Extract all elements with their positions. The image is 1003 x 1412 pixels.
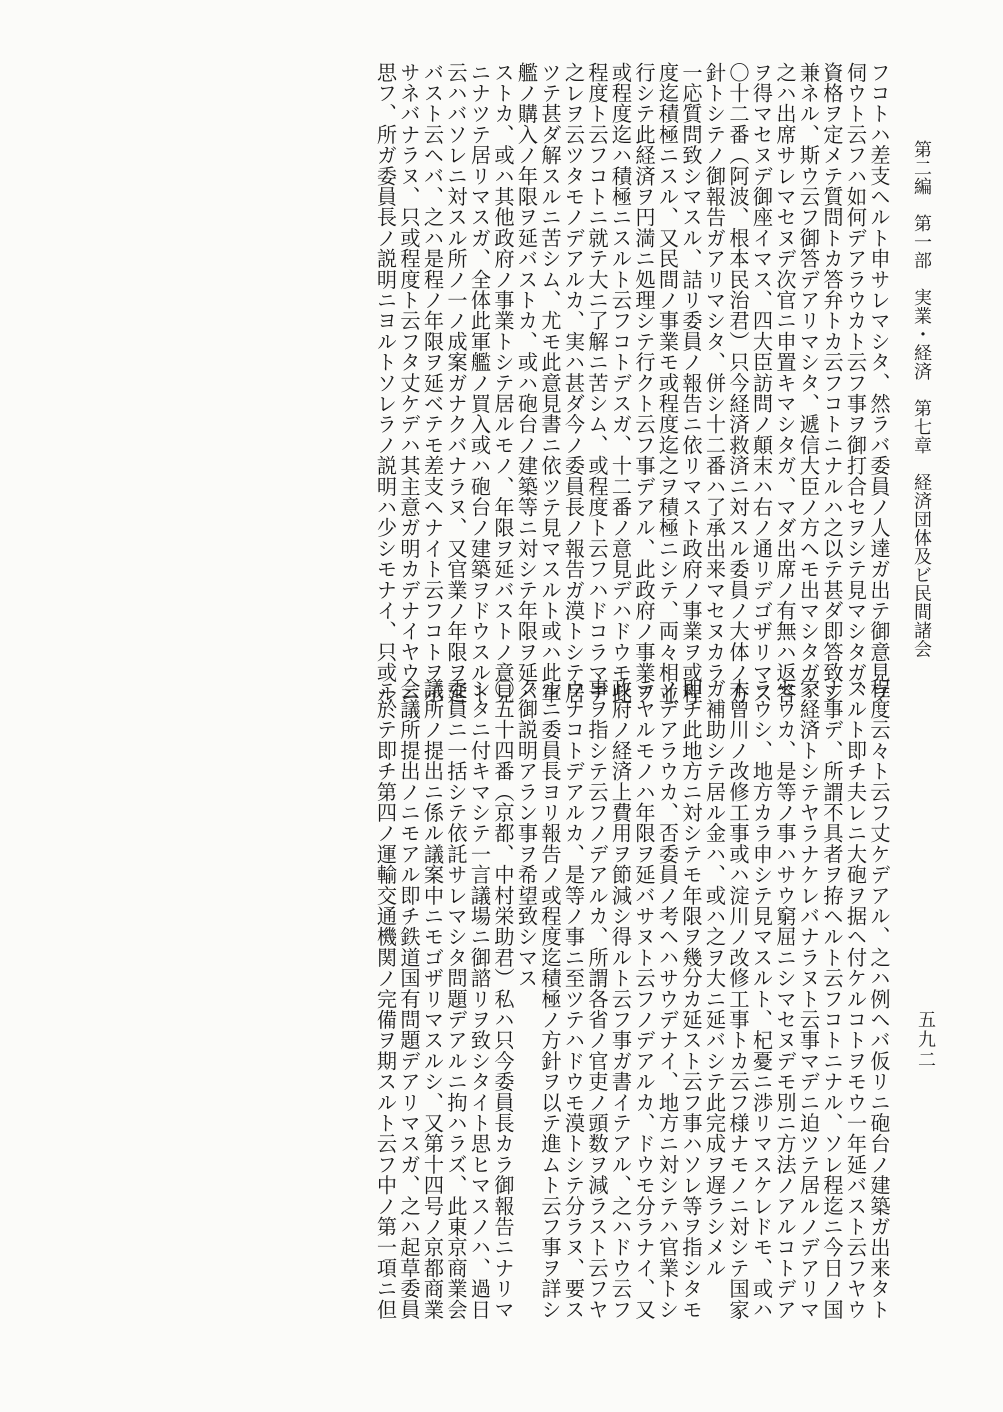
text-line: シタニ付キマシテ一言議場ニ御諮リヲ致シタイト思ヒマスノハ、過日: [467, 678, 492, 1320]
text-line: 行シテ此経済ヲ円満ニ処理シテ行クト云フ事デアル、此政府ノ事業ヲ: [632, 62, 656, 704]
text-line: 委員ニ一括シテ依託サレマシタ問題デアルニ拘ハラズ、此東京商業会: [444, 678, 468, 1320]
text-line: フコトハ差支ヘルト申サレマシタ、然ラバ委員ノ人達ガ出テ御意見ヲ: [867, 62, 891, 704]
text-line: 政府ノ経済上費用ヲ節減シ得ルト云フ事ガ書イテアル、之ハドウ云フ: [608, 678, 633, 1320]
text-line: 事ヲ指シテ云フノデアルカ、所謂各省ノ官吏ノ頭数ヲ減ラスト云フヤ: [585, 678, 609, 1320]
text-line: 云ハバソレニ対スル所ノ一ノ成案ガナクバナラヌ、又官業ノ年限ヲ延: [444, 62, 468, 704]
text-line: ノデアラウカ、否委員ノ考ヘハサウデナイ、地方ニ対シテハ官業トシ: [655, 678, 680, 1320]
text-line: 程度ト云フコトニ就テ大ニ了解ニ苦シム、或程度ト云フハドコラマデ: [585, 62, 609, 704]
text-line: 兼ネル、斯ウ云フ御答デアリマシタ、遞信大臣ノ方ヘモ出マシタガ、: [796, 62, 821, 704]
text-line: ツテ甚ダ解スルニ苦シム、尤モ此意見書ニ依ツテ見マスルト或ハ此軍: [538, 62, 562, 704]
text-line: ヲ得マセヌデ御座イマス、四大臣訪問ノ顛末ハ右ノ通リデゴザリマス: [749, 62, 774, 704]
text-line: スルト即チ夫レニ大砲ヲ据ヘ付ケルコトヲモウ一年延バスト云フヤウ: [843, 678, 868, 1320]
text-line: 〇五十四番（京都、中村栄助君）私ハ只今委員長カラ御報告ニナリマ: [491, 678, 515, 1320]
text-line: テヤルモノハ年限ヲ延バサヌト云フノデアルカ、ドウモ分ラナイ、又: [632, 678, 656, 1320]
text-line: 一応質問致シマスル、詰リ委員ノ報告ニ依リマスト政府ノ事業ヲ或程: [679, 62, 703, 704]
text-line: 程度云々ト云フ丈ケデアル、之ハ例ヘバ仮リニ砲台ノ建築ガ出来タト: [867, 678, 891, 1320]
text-block-lower: [373, 678, 890, 1354]
text-line: 度迄積極ニスル、又民間ノ事業モ或程度迄之ヲ積極ニシテ、両々相並: [655, 62, 680, 704]
page-number: 五九二: [915, 1010, 936, 1070]
text-line: 之レヲ云ツタモノデアルカ、実ハ甚ダ今ノ委員長ノ報告ガ漠トシテ居: [561, 62, 586, 704]
text-line: ストカ、或ハ其他政府ノ事業トシテ居ルモノ、年限ヲ延バストノ意見: [491, 62, 515, 704]
text-line: 会議所提出ノニモアル即チ鉄道国有問題デアリマスガ、之ハ起草委員: [397, 678, 421, 1320]
text-line: 或程度迄ハ積極ニスルト云フコトデスガ、十二番ノ意見デハドウモ此: [608, 62, 633, 704]
text-line: ニナツテ居リマスガ、全体此軍艦ノ買入或ハ砲台ノ建築ヲドウスルト: [467, 62, 492, 704]
text-line: ルニ委員長ヨリ報告ノ或程度迄積極ノ方針ヲ以テ進ムト云フ事ヲ詳シ: [538, 678, 562, 1320]
text-line: ニ於テ即チ第四ノ運輸交通機関ノ完備ヲ期スルト云フ中ノ第一項ニ但: [373, 678, 398, 1320]
text-line: 針トシテノ御報告ガアリマシタ、併シ十二番ハ了承出来マセヌカラ: [702, 62, 727, 683]
text-line: 議所ノ提出ニ係ル議案中ニモゴザリマスルシ、又第十四号ノ京都商業: [420, 678, 445, 1320]
text-line: 即チ此地方ニ対シテモ年限ヲ幾分カ延スト云フ事ハソレ等ヲ指シタモ: [679, 678, 703, 1320]
text-line: 艦ノ購入ノ年限ヲ延バストカ、或ハ砲台ノ建築等ニ対シテ年限ヲ延バ: [514, 62, 539, 704]
text-line: バスト云ヘバ、之ハ是程ノ年限ヲ延ベテモ差支ヘナイト云フコトヲ示: [420, 62, 445, 704]
text-line: 〇十二番（阿波、根本民治君）只今経済救済ニ対スル委員ノ大体ノ方: [726, 62, 750, 704]
text-line: 思フ、所ガ委員長ノ説明ニヨルトソレラノ説明ハ少シモナイ、只或ル: [373, 62, 398, 704]
text-line: 資格ヲ定メテ質問トカ答弁トカ云フコトニナルハ之以テ甚ダ即答致シ: [820, 62, 844, 704]
text-block-upper: [373, 62, 891, 704]
text-line: ナ事デ、所謂不具者ヲ拵ヘルト云フコトニナル、ソレ程迄ニ今日ノ国: [820, 678, 844, 1320]
text-line: ガ補助シテ居ル金ハ、或ハ之ヲ大ニ延バシテ此完成ヲ遅ラシメル: [702, 678, 727, 1279]
text-line: 木曾川ノ改修工事或ハ淀川ノ改修工事トカ云フ様ナモノニ対シテ国家: [726, 678, 750, 1320]
running-header: 第二編 第一部 実業・経済 第七章 経済団体及ビ民間諸会: [911, 140, 932, 658]
text-line: ウナコトデアルカ、是等ノ事ニ至ツテハドウモ漠トシテ分ラヌ、要ス: [561, 678, 586, 1320]
text-line: 家経済トシテヤラナケレバナラヌト云事マデニ迫ツテ居ルノデアリマ: [796, 678, 821, 1320]
text-line: 伺ウト云フハ如何デアラウカト云フ事ヲ御打合セヲシテ見マシタガ、: [843, 62, 868, 704]
text-line: セウカ、是等ノ事ハサウ窮屈ニシマセヌデモ別ニ方法ノアルコトデア: [773, 678, 797, 1320]
text-line: 之ハ出席サレマセヌデ次官ニ申置キマシタガ、マダ出席ノ有無ハ返答: [773, 62, 797, 704]
text-line: サネバナラヌ、只或程度ト云フタ丈ケデハ其主意ガ明カデナイヤウニ: [397, 62, 421, 704]
text-line: ラウシ、地方カラ申シテ見マスルト、杞憂ニ渉リマスケレドモ、或ハ: [749, 678, 774, 1320]
text-line: ク御説明アラン事ヲ希望致シマス: [514, 678, 539, 989]
